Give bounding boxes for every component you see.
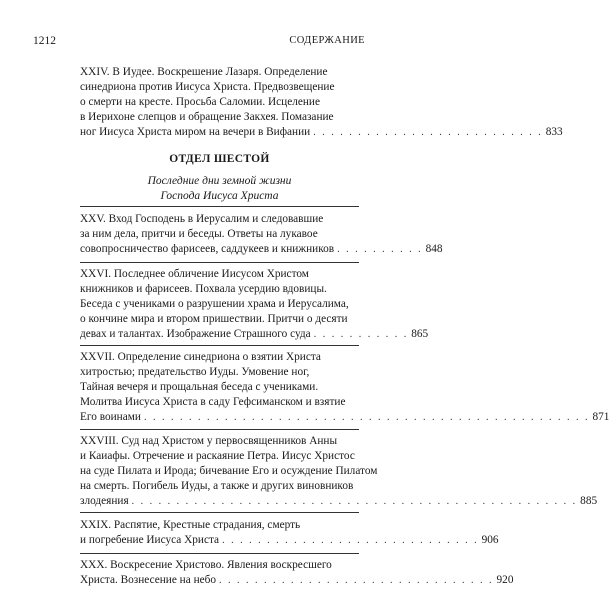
leader-dots: . . . . . . . . . . . . . . . . . . . . . . . . . . . . . [222,535,479,546]
entry-line: на суде Пилата и Ирода; бичевание Его и осуждение Пилатом [80,465,378,477]
leader-dots: . . . . . . . . . . . . . . . . . . . . . . . . . . . . . . . . . . . . . . . . . . . . . . . . . . [143,412,590,423]
entry-line: Беседа с учениками о разрушении храма и Иерусалима, [80,298,349,310]
entry-page-number: 833 [545,126,563,138]
entry-line: XXVIII. Суд над Христом у первосвященников Анны [80,435,338,447]
entry-divider [80,206,359,207]
toc-entry-xxvii[interactable] [80,350,609,425]
entry-line: хитростью; предательство Иуды. Умовение ног, [80,366,310,378]
entry-page-number: 865 [411,328,429,340]
toc-entry-xxv[interactable] [80,212,443,257]
entry-line: XXVI. Последнее обличение Иисусом Христом [80,268,309,280]
entry-line: на смерть. Погибель Иуды, а также и других виновников [80,480,354,492]
entry-line: Христа. Вознесение на небо [80,574,217,586]
entry-last-line [80,494,598,509]
entry-page-number: 848 [425,243,443,255]
leader-dots: . . . . . . . . . . . . . . . . . . . . . . . . . . . . . . . . . . . . . . . . . . . . . . . . . . [131,496,578,507]
entry-line: и погребение Иисуса Христа [80,534,220,546]
leader-dots: . . . . . . . . . . . . . . . . . . . . . . . . . . . . . . . [219,575,494,586]
entry-line: книжников и фарисеев. Похвала усердию вдовицы. [80,283,327,295]
section-subtitle-line: Последние дни земной жизни [147,175,292,187]
running-head [33,35,365,51]
page-number: 1212 [33,35,56,47]
entry-last-line [80,573,514,588]
entry-line: злодеяния [80,495,129,507]
entry-page-number: 885 [580,495,598,507]
toc-entry-xxviii[interactable] [80,434,598,509]
entry-last-line [80,125,563,140]
toc-entry-xxvi[interactable] [80,267,429,342]
entry-line: о смерти на кресте. Просьба Саломии. Исцеление [80,96,320,108]
entry-page-number: 906 [481,534,499,546]
entry-line: Молитва Иисуса Христа в саду Гефсиманском и взятие [80,396,346,408]
leader-dots: . . . . . . . . . . . [313,329,409,340]
entry-last-line [80,410,609,425]
entry-divider [80,512,359,513]
entry-line: ног Иисуса Христа миром на вечери в Вифании [80,126,311,138]
running-title: СОДЕРЖАНИЕ [289,35,365,46]
section-heading: ОТДЕЛ ШЕСТОЙ [169,153,270,165]
entry-divider [80,262,359,263]
entry-line: XXIX. Распятие, Крестные страдания, смерть [80,519,301,531]
section-subtitle-line: Господа Иисуса Христа [160,190,279,202]
leader-dots: . . . . . . . . . . . . . . . . . . . . . . . . . . [313,127,543,138]
entry-line: Его воинами [80,411,141,423]
entry-last-line [80,242,443,257]
toc-entry-xxx[interactable] [80,558,514,588]
entry-line: XXIV. В Иудее. Воскрешение Лазаря. Определение [80,66,328,78]
entry-line: в Иерихоне слепцов и обращение Закхея. Помазание [80,111,334,123]
entry-divider [80,429,359,430]
entry-page-number: 920 [496,574,514,586]
entry-line: совопросничество фарисеев, саддукеев и книжников [80,243,335,255]
entry-last-line [80,533,499,548]
entry-line: за ним дела, притчи и беседы. Ответы на лукавое [80,228,318,240]
entry-line: синедриона против Иисуса Христа. Предвозвещение [80,81,335,93]
section-subtitle [80,174,359,204]
entry-divider [80,345,359,346]
entry-line: XXVII. Определение синедриона о взятии Христа [80,351,321,363]
leader-dots: . . . . . . . . . . [337,244,423,255]
toc-entry-xxiv[interactable] [80,65,563,140]
entry-line: девах и талантах. Изображение Страшного суда [80,328,311,340]
entry-last-line [80,327,429,342]
entry-line: XXV. Вход Господень в Иерусалим и следовавшие [80,213,324,225]
entry-page-number: 871 [592,411,609,423]
entry-line: и Каиафы. Отречение и раскаяние Петра. Иисус Христос [80,450,355,462]
toc-entry-xxix[interactable] [80,518,499,548]
entry-line: Тайная вечеря и прощальная беседа с учениками. [80,381,319,393]
entry-divider [80,553,359,554]
entry-line: XXX. Воскресение Христово. Явления воскресшего [80,559,332,571]
entry-line: о кончине мира и втором пришествии. Притчи о десяти [80,313,348,325]
